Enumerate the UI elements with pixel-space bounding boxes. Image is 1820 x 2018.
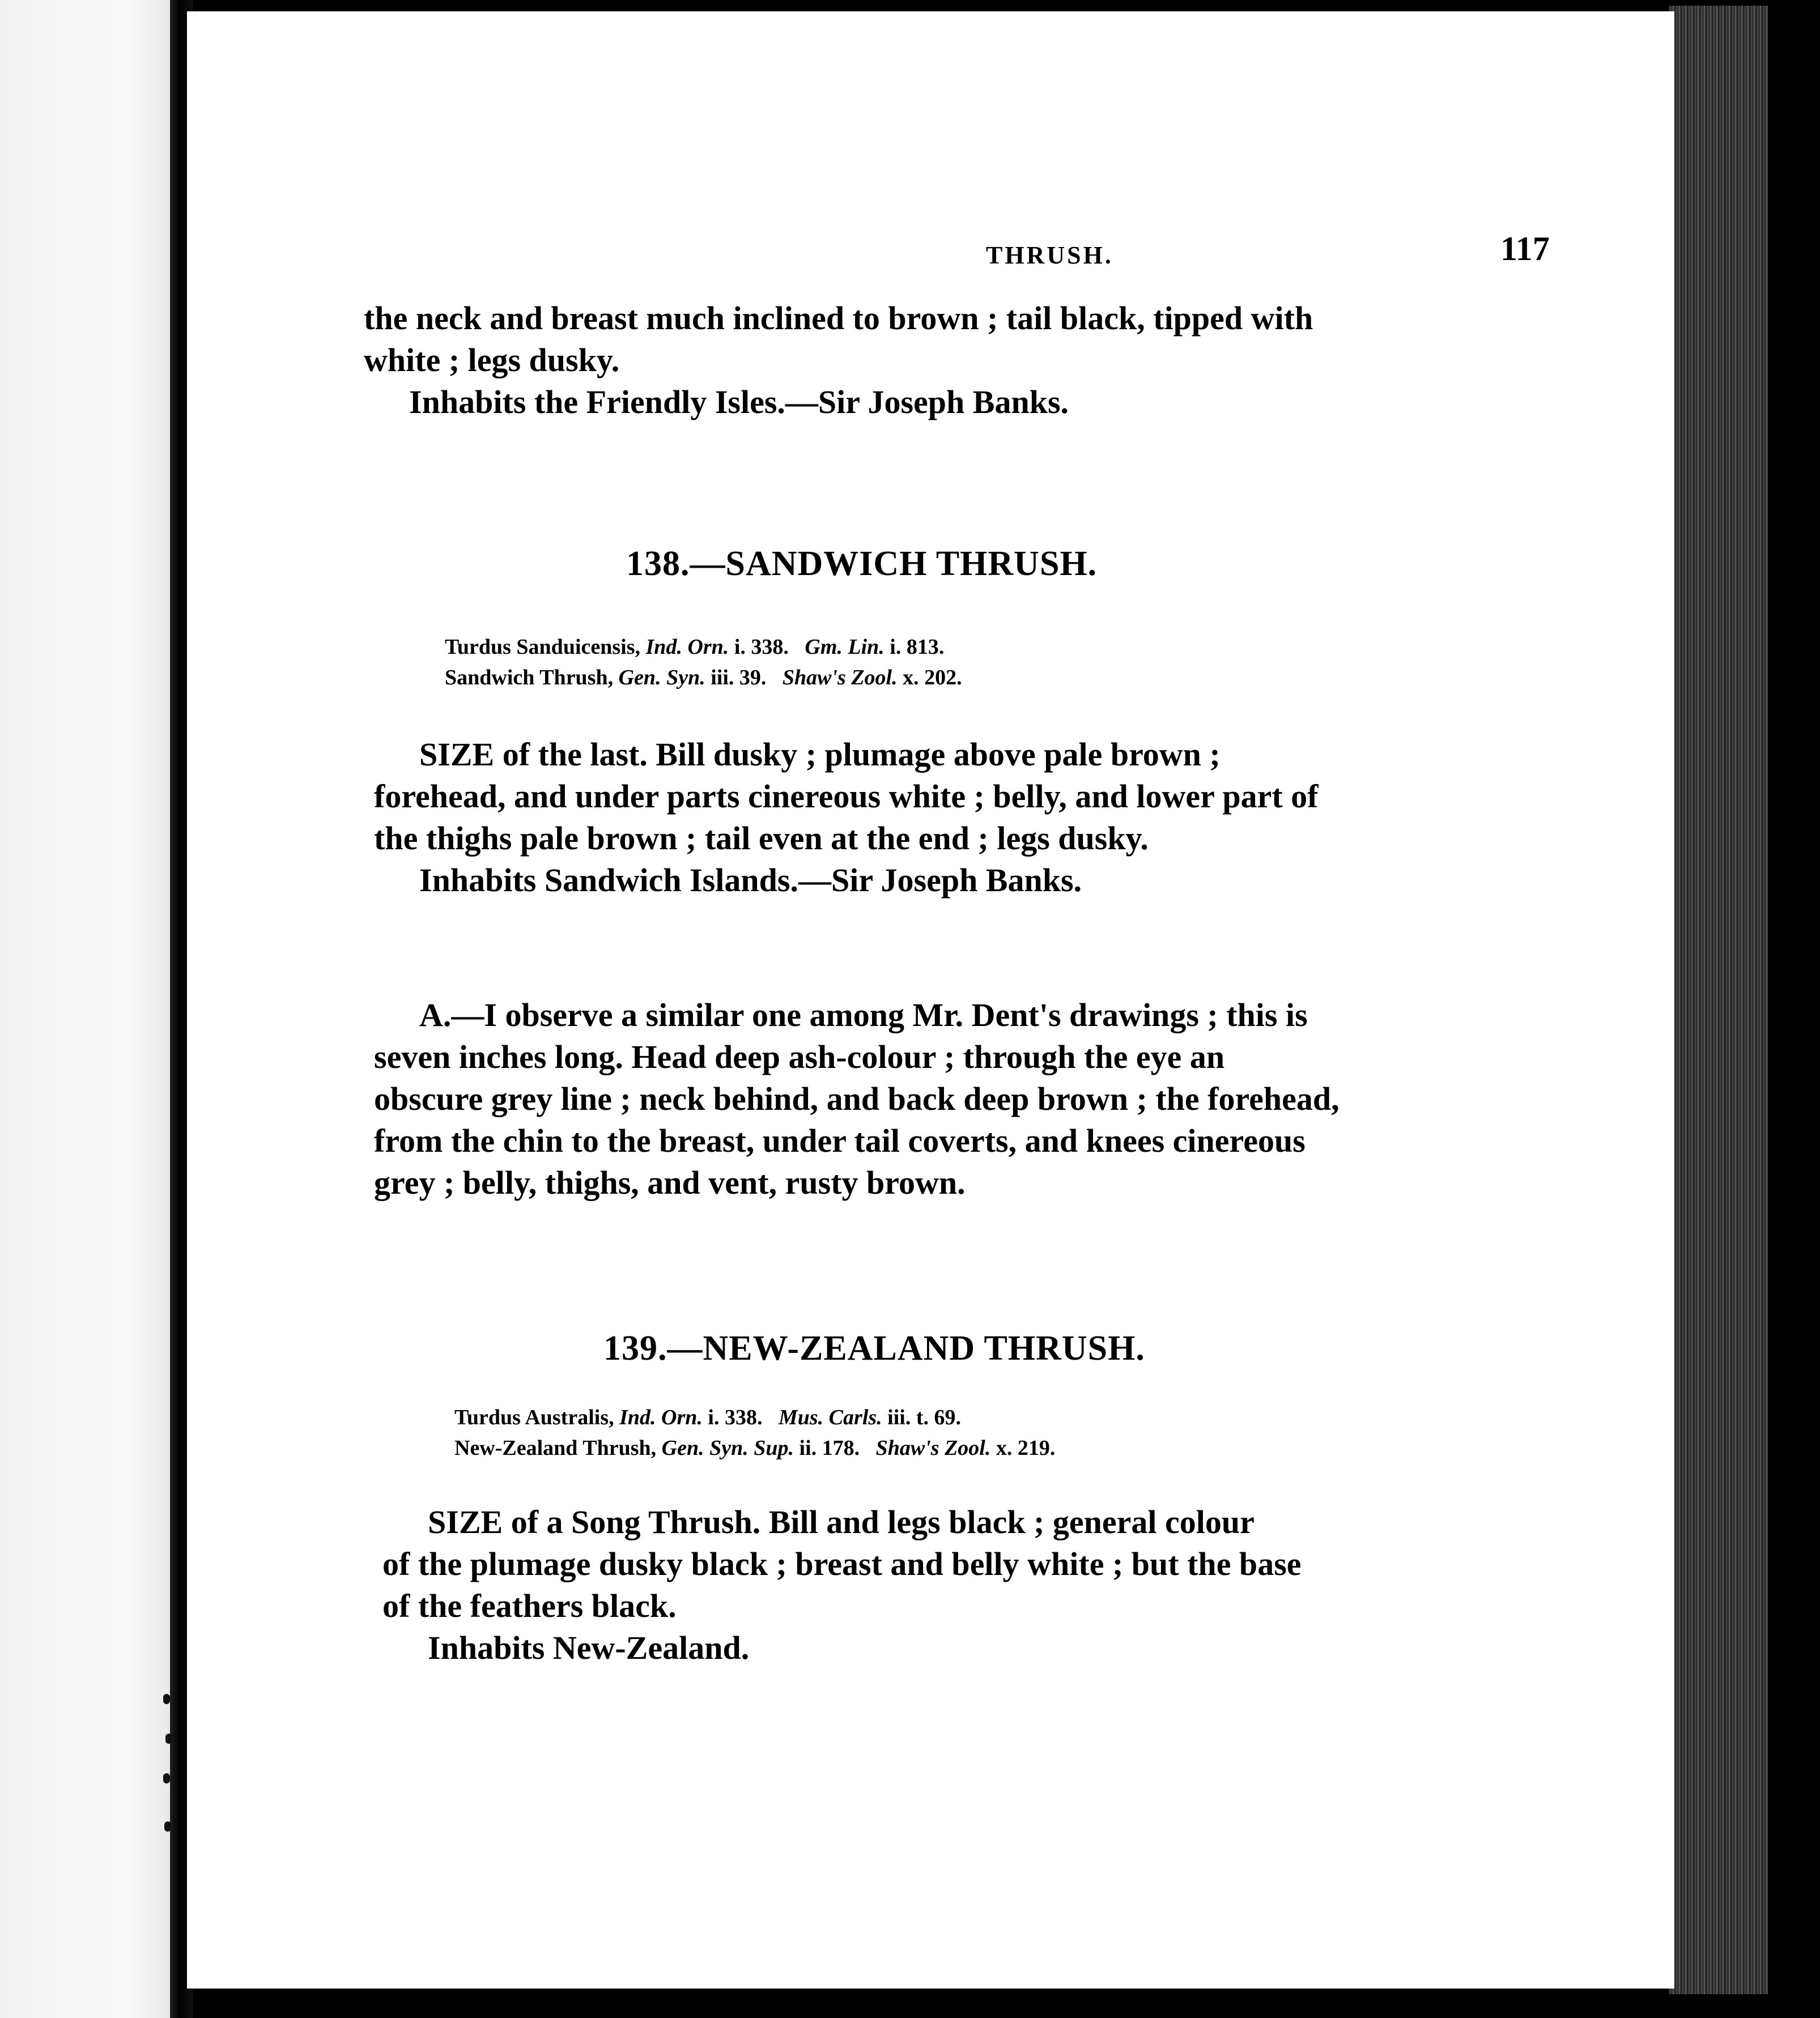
page-number: 117 (1500, 230, 1550, 267)
text-line: of the feathers black. (382, 1587, 677, 1624)
entry-139-heading: 139.—NEW-ZEALAND THRUSH. (603, 1329, 1145, 1368)
binding-hole-mark (163, 1694, 170, 1704)
reference-line: Sandwich Thrush, Gen. Syn. iii. 39. Shaw's Zool. x. 202. (445, 666, 962, 689)
text-line: forehead, and under parts cinereous white ; belly, and lower part of (374, 778, 1319, 815)
text-line: SIZE of a Song Thrush. Bill and legs black ; general colour (428, 1504, 1255, 1540)
book-page (187, 11, 1674, 1989)
entry-138-heading: 138.—SANDWICH THRUSH. (626, 544, 1098, 583)
text-line: grey ; belly, thighs, and vent, rusty brown. (374, 1164, 966, 1201)
entry-138-synonymy (445, 632, 962, 693)
text-line: the thighs pale brown ; tail even at the end ; legs dusky. (374, 820, 1149, 857)
running-head: THRUSH. (986, 241, 1113, 269)
binding-hole-mark (163, 1773, 170, 1783)
text-line: of the plumage dusky black ; breast and belly white ; but the base (382, 1546, 1302, 1582)
binding-hole-mark (164, 1821, 171, 1832)
habitat-line: Inhabits New-Zealand. (428, 1629, 750, 1666)
continuation-paragraph (364, 297, 1378, 423)
text-line: obscure grey line ; neck behind, and back deep brown ; the forehead, (374, 1080, 1340, 1117)
text-line: seven inches long. Head deep ash-colour ; through the eye an (374, 1038, 1225, 1075)
habitat-line: Inhabits the Friendly Isles.—Sir Joseph Banks. (409, 384, 1069, 420)
text-line: SIZE of the last. Bill dusky ; plumage above pale brown ; (419, 736, 1221, 773)
entry-138-variety (374, 994, 1388, 1204)
reference-line: New-Zealand Thrush, Gen. Syn. Sup. ii. 178. Shaw's Zool. x. 219. (454, 1436, 1056, 1460)
facing-page (0, 0, 178, 2018)
entry-139-synonymy (454, 1402, 1055, 1463)
text-line: white ; legs dusky. (364, 342, 620, 378)
text-line: A.—I observe a similar one among Mr. Dent's drawings ; this is (419, 997, 1308, 1033)
page-edge-shadow (1768, 0, 1820, 2018)
entry-139-description (382, 1501, 1397, 1669)
binding-hole-mark (165, 1734, 172, 1744)
entry-138-description (374, 734, 1388, 901)
reference-line: Turdus Australis, Ind. Orn. i. 338. Mus. Carls. iii. t. 69. (454, 1406, 961, 1429)
habitat-line: Inhabits Sandwich Islands.—Sir Joseph Banks. (419, 862, 1082, 899)
text-line: from the chin to the breast, under tail coverts, and knees cinereous (374, 1122, 1306, 1159)
reference-line: Turdus Sanduicensis, Ind. Orn. i. 338. Gm. Lin. i. 813. (445, 635, 945, 659)
text-line: the neck and breast much inclined to brown ; tail black, tipped with (364, 300, 1313, 337)
page-edges (1669, 6, 1768, 1994)
